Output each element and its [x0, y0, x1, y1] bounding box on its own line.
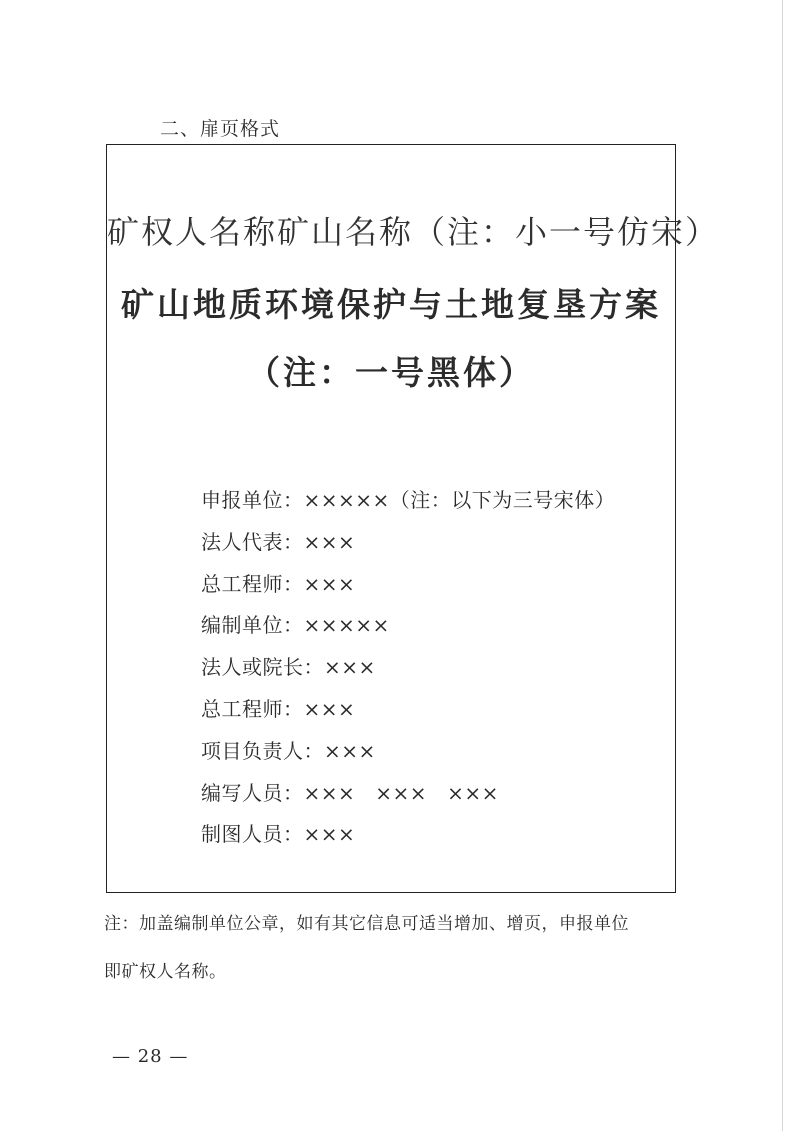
info-row-compiler: [201, 613, 615, 655]
info-value: ×××: [303, 571, 356, 596]
scan-edge-line: [782, 0, 783, 1131]
info-value: ×××: [324, 655, 376, 680]
info-label: 项目负责人：: [201, 738, 324, 763]
info-row-chief-engineer-2: [201, 697, 615, 739]
info-row-chief-engineer: [201, 572, 615, 614]
info-value: ×××: [303, 529, 356, 554]
info-label: 申报单位：: [201, 488, 304, 512]
info-value: ×××: [303, 822, 356, 847]
info-label: 法人代表：: [201, 529, 304, 554]
info-value: ×××: [447, 780, 499, 805]
info-row-drafters: [201, 822, 615, 864]
info-value: ×××××: [303, 613, 390, 638]
info-value: ×××: [303, 780, 356, 805]
info-label: 法人或院长：: [201, 655, 324, 680]
info-label: 总工程师：: [201, 696, 304, 721]
info-label: 制图人员：: [201, 822, 304, 847]
info-field-list: [201, 488, 615, 864]
owner-mine-name-line: 矿权人名称矿山名称（注：小一号仿宋）: [107, 213, 720, 251]
main-title-font-note: （注：一号黑体）: [247, 353, 535, 392]
info-value: ×××: [375, 780, 428, 805]
section-heading: 二、扉页格式: [160, 118, 281, 140]
info-label: 编制单位：: [201, 613, 304, 638]
info-row-legal-or-dean: [201, 655, 615, 697]
info-label: 总工程师：: [201, 571, 304, 596]
info-row-project-lead: [201, 739, 615, 781]
info-row-legal-rep: [201, 530, 615, 572]
footnote: [104, 900, 684, 996]
info-label: 编写人员：: [201, 780, 304, 805]
title-page-frame: [106, 144, 720, 893]
info-value: ×××: [303, 696, 356, 721]
main-title: 矿山地质环境保护与土地复垦方案: [121, 285, 661, 324]
info-value: ×××: [324, 738, 376, 763]
footnote-line: 注：加盖编制单位公章，如有其它信息可适当增加、增页，申报单位: [104, 914, 629, 934]
info-value: ×××××（注：以下为三号宋体）: [303, 488, 616, 512]
info-row-writers: [201, 781, 615, 823]
page-number: — 28 —: [112, 1046, 189, 1067]
info-row-applicant: [201, 488, 615, 530]
footnote-line: 即矿权人名称。: [104, 962, 227, 982]
